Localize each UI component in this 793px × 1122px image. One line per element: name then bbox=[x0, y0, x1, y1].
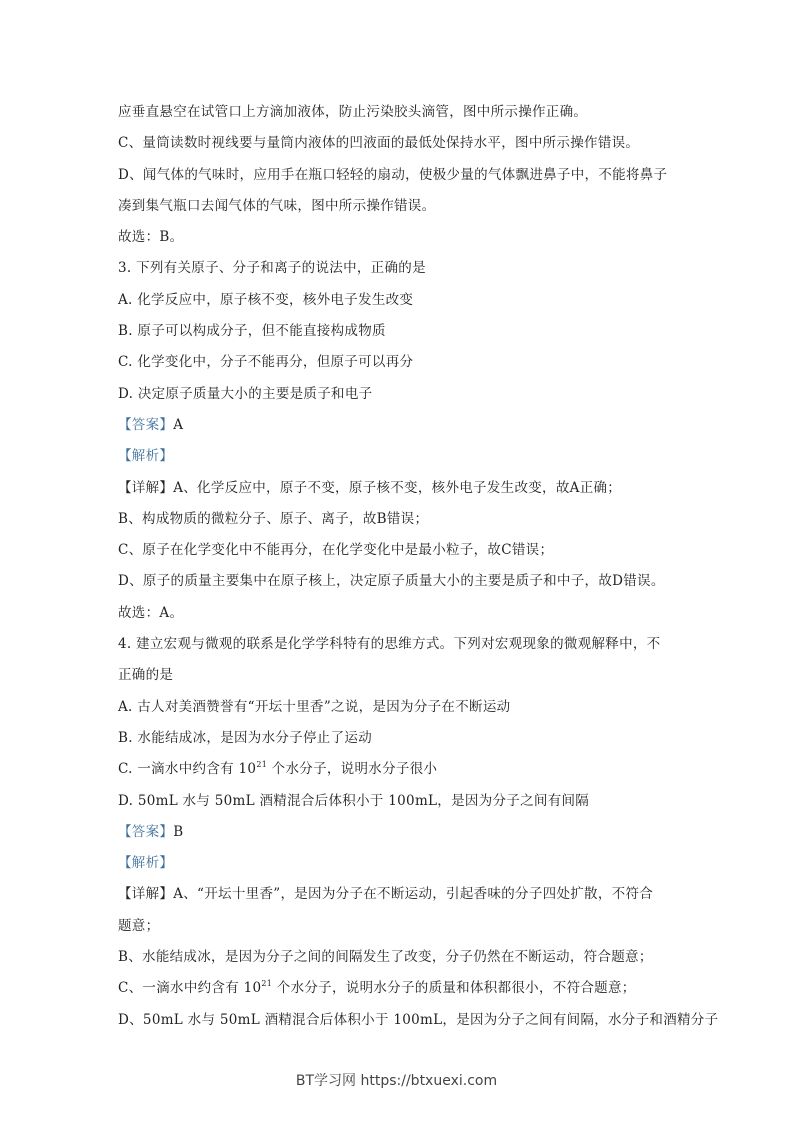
detail-line: D、50mL 水与 50mL 酒精混合后体积小于 100mL，是因为分子之间有间隔，水分子和酒精分子 bbox=[118, 1011, 719, 1028]
detail-label: 【详解】 bbox=[118, 479, 174, 496]
detail-line: D、原子的质量主要集中在原子核上，决定原子质量大小的主要是质子和中子，故D错误。 bbox=[118, 573, 665, 590]
option-c: C. 化学变化中，分子不能再分，但原子可以再分 bbox=[118, 354, 414, 371]
option-c bbox=[118, 758, 688, 789]
analysis-label bbox=[118, 445, 688, 476]
text-line: 凑到集气瓶口去闻气体的气味，图中所示操作错误。 bbox=[118, 197, 436, 214]
option-d: D. 50mL 水与 50mL 酒精混合后体积小于 100mL，是因为分子之间有间隔 bbox=[118, 792, 590, 809]
detail-line bbox=[118, 883, 688, 914]
detail-line: B、构成物质的微粒分子、原子、离子，故B错误； bbox=[118, 510, 429, 527]
answer-value: A bbox=[173, 416, 184, 433]
answer-label: 【答案】 bbox=[118, 823, 174, 840]
detail-line: B、水能结成冰，是因为分子之间的间隔发生了改变，分子仍然在不断运动，符合题意； bbox=[118, 949, 653, 966]
detail-text: A、化学反应中，原子不变，原子核不变，核外电子发生改变，故A正确； bbox=[173, 479, 622, 496]
answer-line bbox=[118, 821, 688, 852]
option-b: B. 原子可以构成分子，但不能直接构成物质 bbox=[118, 323, 386, 340]
exponent: 21 bbox=[261, 979, 273, 989]
question-3-stem: 3. 下列有关原子、分子和离子的说法中，正确的是 bbox=[118, 260, 426, 277]
detail-line: 题意； bbox=[118, 917, 160, 934]
option-d: D. 决定原子质量大小的主要是质子和电子 bbox=[118, 385, 373, 402]
text-line: 应垂直悬空在试管口上方滴加液体，防止污染胶头滴管，图中所示操作正确。 bbox=[118, 104, 588, 120]
answer-line bbox=[118, 414, 688, 445]
analysis-label-text: 【解析】 bbox=[118, 448, 174, 465]
exponent: 21 bbox=[256, 760, 268, 770]
option-a: A. 古人对美酒赞誉有“开坛十里香”之说，是因为分子在不断运动 bbox=[118, 698, 511, 715]
analysis-label-text: 【解析】 bbox=[118, 855, 174, 872]
option-c-text: C. 一滴水中约含有 10 bbox=[118, 761, 257, 778]
text-line: 故选：B。 bbox=[118, 229, 184, 246]
detail-text: A、“开坛十里香”，是因为分子在不断运动，引起香味的分子四处扩散，不符合 bbox=[173, 886, 654, 903]
option-a: A. 化学反应中，原子核不变，核外电子发生改变 bbox=[118, 291, 414, 308]
answer-label: 【答案】 bbox=[118, 416, 174, 433]
detail-line: C、原子在化学变化中不能再分，在化学变化中是最小粒子，故C错误； bbox=[118, 542, 554, 559]
detail-line bbox=[118, 977, 688, 1008]
text-line: C、量筒读数时视线要与量筒内液体的凹液面的最低处保持水平，图中所示操作错误。 bbox=[118, 135, 640, 152]
detail-line: 故选：A。 bbox=[118, 604, 184, 621]
option-b: B. 水能结成冰，是因为水分子停止了运动 bbox=[118, 729, 373, 746]
detail-label: 【详解】 bbox=[118, 886, 174, 903]
question-4-stem: 4. 建立宏观与微观的联系是化学学科特有的思维方式。下列对宏观现象的微观解释中，不 bbox=[118, 636, 661, 653]
document-body bbox=[118, 101, 719, 1040]
detail-line bbox=[118, 477, 688, 508]
analysis-label bbox=[118, 852, 688, 883]
detail-text: C、一滴水中约含有 10 bbox=[118, 980, 262, 997]
detail-text-end: 个水分子，说明水分子的质量和体积都很小，不符合题意； bbox=[272, 980, 636, 997]
answer-value: B bbox=[173, 823, 184, 840]
text-line: D、闻气体的气味时，应用手在瓶口轻轻的扇动，使极少量的气体飘进鼻子中，不能将鼻子 bbox=[118, 166, 668, 183]
option-c-text-end: 个水分子，说明水分子很小 bbox=[267, 761, 438, 778]
question-4-stem-cont: 正确的是 bbox=[118, 667, 174, 684]
footer-watermark: BT学习网 https://btxuexi.com bbox=[295, 1073, 498, 1089]
